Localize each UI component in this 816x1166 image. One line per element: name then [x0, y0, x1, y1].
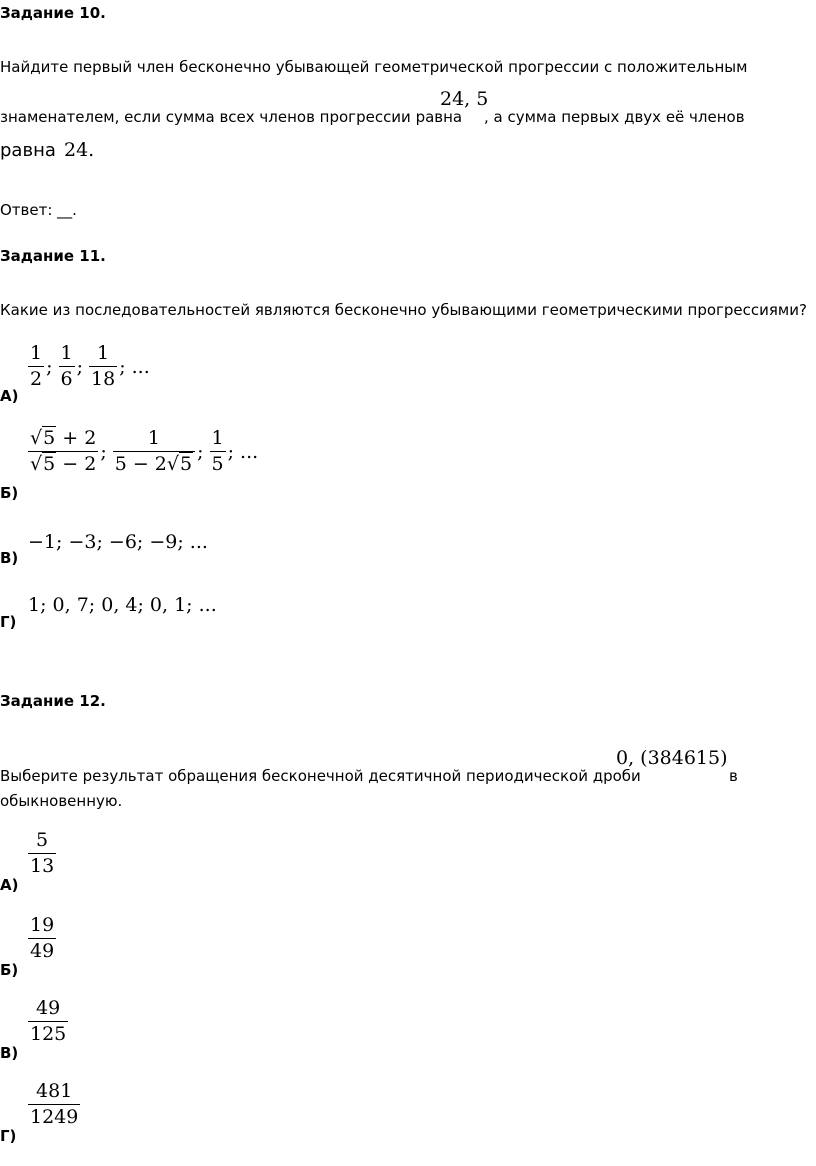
- task-11-option-b-sequence: $\frac{√5 + 2}{√5 - 2}$ ; $\frac{1}{5 - 2√5}$ ; $\frac{1}{5}$ ; ...: [30, 427, 259, 475]
- fraction: $\frac{1}{5 - 2√5}$: [113, 428, 195, 476]
- task-11-title: Задание 11.: [0, 247, 106, 265]
- task-11-option-c-label: В): [0, 549, 19, 567]
- task-12-option-b-fraction: $\frac{19}{49}$: [30, 914, 55, 962]
- task-12-option-c-label: В): [0, 1044, 19, 1062]
- task-10-text-line1: Найдите первый член бесконечно убывающей геометрической прогрессии с положительным: [0, 58, 748, 76]
- fraction: $\frac{1}{5}$: [211, 427, 224, 475]
- task-11-question: Какие из последовательностей являются бесконечно убывающими геометрическими прогрессиями?: [0, 301, 807, 319]
- task-11-option-a-sequence: $\frac{1}{2}$ ; $\frac{1}{6}$ ; $\frac{1}{18}$ ; ...: [30, 342, 150, 390]
- fraction: $\frac{1}{18}$: [91, 342, 116, 390]
- task-10-equals-word: равна: [0, 140, 56, 161]
- fraction: $\frac{1}{2}$: [30, 342, 43, 390]
- task-10-sum-all: 24, 5: [440, 88, 489, 110]
- task-11-option-c-sequence: −1; −3; −6; −9; ...: [28, 531, 208, 553]
- task-12-text-line1-after: в: [729, 767, 738, 785]
- task-11-option-d-sequence: 1; 0, 7; 0, 4; 0, 1; ...: [28, 594, 217, 616]
- task-10-sum-two: 24.: [64, 139, 95, 161]
- task-10-text-line2-after: , а сумма первых двух её членов: [484, 108, 745, 126]
- task-12-title: Задание 12.: [0, 692, 106, 710]
- task-12-option-d-fraction: $\frac{481}{1249}$: [30, 1080, 79, 1128]
- task-12-option-d-label: Г): [0, 1127, 17, 1145]
- task-11-option-d-label: Г): [0, 613, 17, 631]
- task-12-option-a-label: А): [0, 876, 19, 894]
- task-10-answer-field: Ответ: __.: [0, 201, 77, 219]
- task-12-option-b-label: Б): [0, 961, 19, 979]
- task-11-option-b-label: Б): [0, 484, 19, 502]
- task-12-periodic-fraction: 0, (384615): [616, 747, 728, 769]
- task-10-title: Задание 10.: [0, 4, 106, 22]
- task-10-text-line2: знаменателем, если сумма всех членов прогрессии равна: [0, 108, 463, 126]
- task-12-option-a-fraction: $\frac{5}{13}$: [30, 829, 55, 877]
- task-12-option-c-fraction: $\frac{49}{125}$: [30, 997, 67, 1045]
- task-12-text-line1: Выберите результат обращения бесконечной десятичной периодической дроби: [0, 767, 641, 785]
- fraction: $\frac{√5 + 2}{√5 - 2}$: [30, 427, 97, 475]
- fraction: $\frac{1}{6}$: [60, 342, 73, 390]
- task-11-option-a-label: А): [0, 387, 19, 405]
- task-12-text-line2: обыкновенную.: [0, 792, 123, 810]
